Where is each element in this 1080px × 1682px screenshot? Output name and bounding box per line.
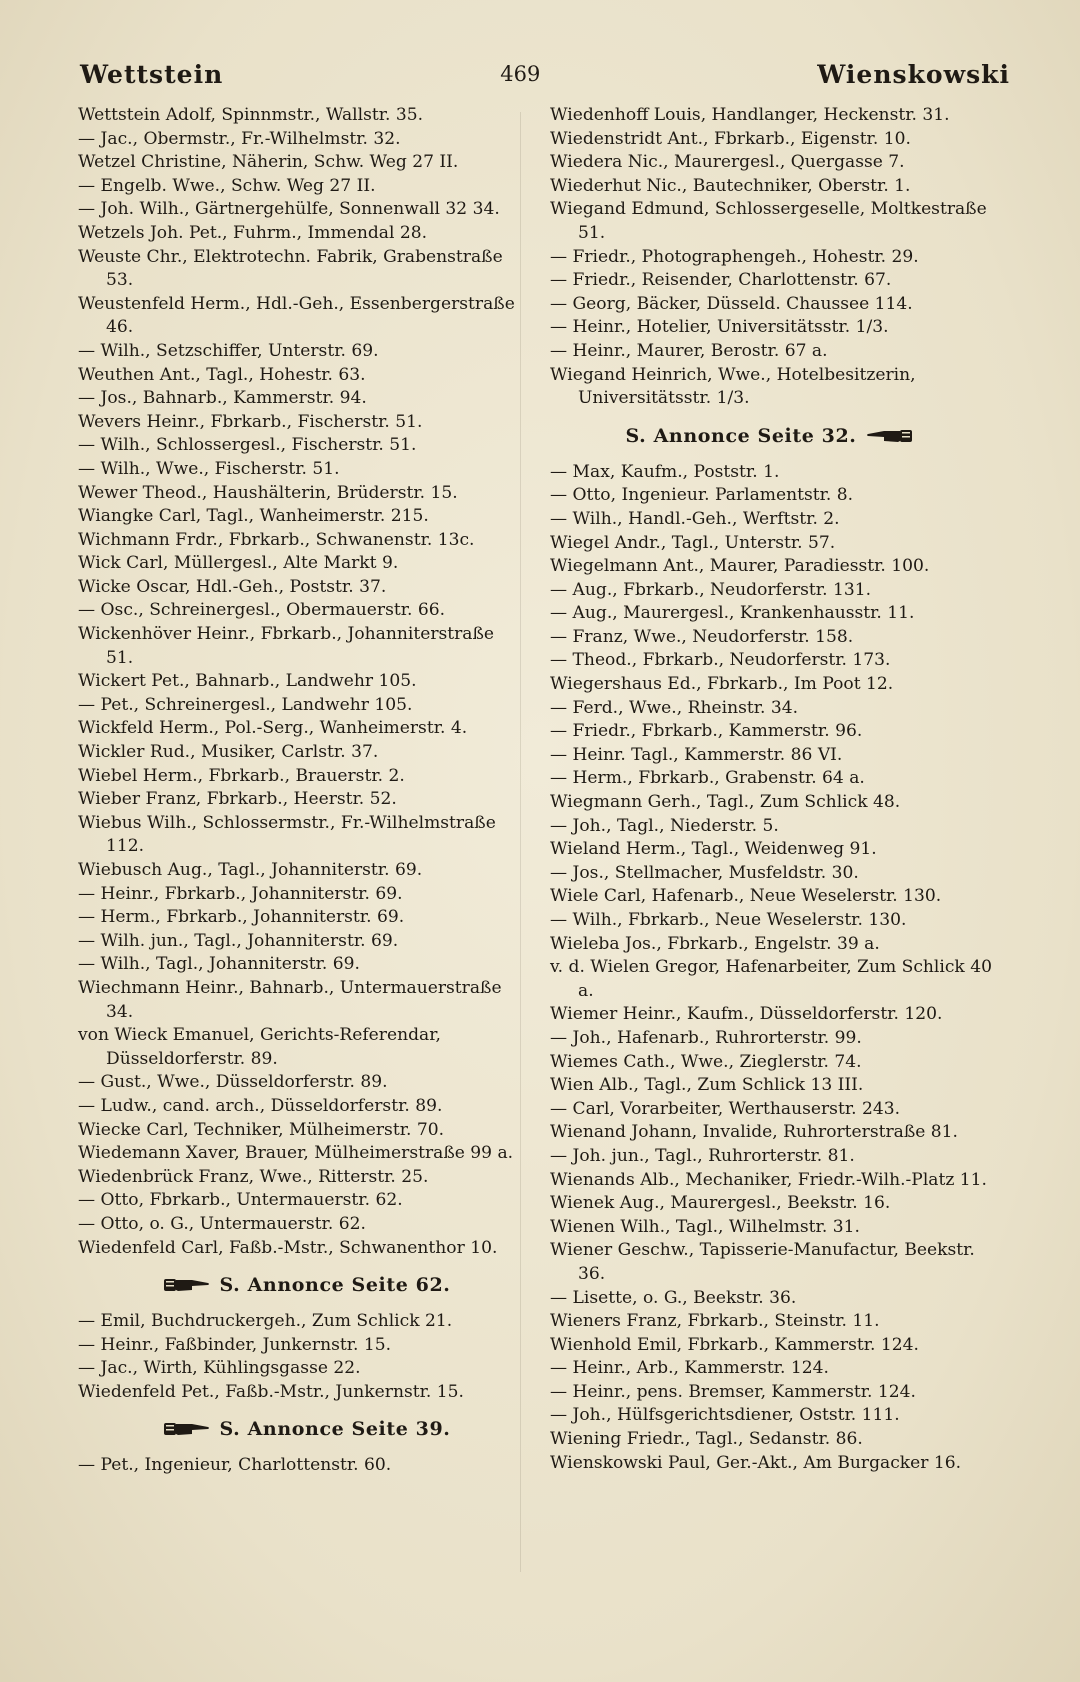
pointing-hand-icon (164, 1420, 210, 1438)
directory-entry: Wienen Wilh., Tagl., Wilhelmstr. 31. (550, 1216, 860, 1237)
directory-entry: Wieners Franz, Fbrkarb., Steinstr. 11. (550, 1311, 880, 1332)
directory-entry: — Heinr., Faßbinder, Junkernstr. 15. (78, 1334, 392, 1355)
directory-entry: Wickert Pet., Bahnarb., Landwehr 105. (78, 671, 417, 692)
directory-entry: Wiegmann Gerh., Tagl., Zum Schlick 48. (550, 792, 901, 813)
directory-entry: — Heinr., Fbrkarb., Johanniterstr. 69. (78, 883, 403, 904)
annonce-notice (78, 1410, 526, 1448)
directory-entry: — Otto, o. G., Untermauerstr. 62. (78, 1213, 366, 1234)
directory-entry: — Georg, Bäcker, Düsseld. Chaussee 114. (550, 293, 913, 314)
directory-entry: Weustenfeld Herm., Hdl.-Geh., Essenbergerstraße 46. (78, 293, 515, 338)
directory-entry: — Joh., Hülfsgerichtsdiener, Oststr. 111. (550, 1405, 900, 1426)
directory-entry: — Wilh., Setzschiffer, Unterstr. 69. (78, 340, 379, 361)
directory-entry: Wettstein Adolf, Spinnmstr., Wallstr. 35. (78, 105, 424, 125)
directory-entry: — Ludw., cand. arch., Düsseldorferstr. 89. (78, 1095, 443, 1116)
directory-entry: — Wilh., Schlossergesl., Fischerstr. 51. (78, 435, 417, 456)
directory-entry: Wichmann Frdr., Fbrkarb., Schwanenstr. 13c. (78, 529, 475, 550)
directory-entry: — Jac., Obermstr., Fr.-Wilhelmstr. 32. (78, 128, 401, 149)
directory-entry: — Wilh., Wwe., Fischerstr. 51. (78, 458, 340, 479)
directory-entry: Wiedenhoff Louis, Handlanger, Heckenstr. 31. (550, 105, 950, 125)
directory-entry: Wiedenstridt Ant., Fbrkarb., Eigenstr. 10. (550, 128, 911, 149)
directory-entry: — Aug., Fbrkarb., Neudorferstr. 131. (550, 579, 872, 600)
directory-entry: Wiegand Edmund, Schlossergeselle, Moltkestraße 51. (550, 199, 987, 243)
directory-entry: — Joh., Hafenarb., Ruhrorterstr. 99. (550, 1027, 862, 1048)
directory-entry: — Ferd., Wwe., Rheinstr. 34. (550, 697, 799, 718)
directory-entry: — Jos., Bahnarb., Kammerstr. 94. (78, 388, 367, 409)
directory-entry: — Heinr. Tagl., Kammerstr. 86 VI. (550, 744, 843, 765)
directory-entry: Wienands Alb., Mechaniker, Friedr.-Wilh.-Platz 11. (550, 1169, 987, 1190)
directory-entry: Wiangke Carl, Tagl., Wanheimerstr. 215. (78, 506, 429, 527)
directory-entry: Wiening Friedr., Tagl., Sedanstr. 86. (550, 1429, 863, 1450)
directory-entry: Wickfeld Herm., Pol.-Serg., Wanheimerstr. 4. (78, 718, 468, 739)
columns (78, 104, 998, 1584)
directory-entry: — Pet., Schreinergesl., Landwehr 105. (78, 694, 413, 715)
annonce-text: S. Annonce Seite 32. (625, 424, 857, 447)
directory-entry: Wiemes Cath., Wwe., Zieglerstr. 74. (550, 1051, 862, 1072)
directory-entry: — Engelb. Wwe., Schw. Weg 27 II. (78, 175, 376, 196)
directory-entry: Wiedenbrück Franz, Wwe., Ritterstr. 25. (78, 1166, 429, 1187)
directory-entry: — Wilh., Handl.-Geh., Werftstr. 2. (550, 508, 840, 529)
directory-entry: — Jac., Wirth, Kühlingsgasse 22. (78, 1358, 361, 1379)
directory-entry: Wetzel Christine, Näherin, Schw. Weg 27 II. (78, 152, 459, 173)
directory-entry: Wiederhut Nic., Bautechniker, Oberstr. 1. (550, 175, 911, 196)
directory-entry: Wiegershaus Ed., Fbrkarb., Im Poot 12. (550, 674, 894, 695)
annonce-notice (550, 417, 998, 455)
directory-entry: — Pet., Ingenieur, Charlottenstr. 60. (78, 1455, 392, 1476)
directory-entry: — Emil, Buchdruckergeh., Zum Schlick 21. (78, 1311, 453, 1332)
directory-entry: — Friedr., Fbrkarb., Kammerstr. 96. (550, 721, 863, 742)
annonce-text: S. Annonce Seite 39. (219, 1418, 451, 1441)
directory-entry: Wiemer Heinr., Kaufm., Düsseldorferstr. 120. (550, 1004, 943, 1025)
directory-entry: — Wilh., Tagl., Johanniterstr. 69. (78, 954, 360, 975)
directory-entry: Weuthen Ant., Tagl., Hohestr. 63. (78, 364, 366, 385)
directory-entry: Wickler Rud., Musiker, Carlstr. 37. (78, 742, 379, 763)
directory-entry: — Wilh., Fbrkarb., Neue Weselerstr. 130. (550, 910, 907, 930)
directory-entry: Wiegel Andr., Tagl., Unterstr. 57. (550, 532, 836, 553)
directory-entry: Wiebel Herm., Fbrkarb., Brauerstr. 2. (78, 765, 405, 786)
directory-entry: Weuste Chr., Elektrotechn. Fabrik, Grabenstraße 53. (78, 246, 503, 291)
directory-entry: — Osc., Schreinergesl., Obermauerstr. 66. (78, 600, 446, 621)
directory-entry: Wiedenfeld Pet., Faßb.-Mstr., Junkernstr. 15. (78, 1381, 464, 1402)
directory-entry: — Joh. jun., Tagl., Ruhrorterstr. 81. (550, 1145, 855, 1166)
directory-entry: — Herm., Fbrkarb., Johanniterstr. 69. (78, 907, 405, 928)
directory-entry: von Wieck Emanuel, Gerichts-Referendar, Düsseldorferstr. 89. (78, 1025, 441, 1069)
directory-entry: Wiedera Nic., Maurergesl., Quergasse 7. (550, 152, 905, 173)
pointing-hand-icon (164, 1276, 210, 1294)
directory-entry: Wiele Carl, Hafenarb., Neue Weselerstr. 130. (550, 886, 942, 907)
directory-entry: Wiedemann Xaver, Brauer, Mülheimerstraße 99 a. (78, 1143, 514, 1164)
directory-entry: Wicke Oscar, Hdl.-Geh., Poststr. 37. (78, 576, 387, 597)
page-header (80, 52, 1010, 96)
directory-entry: Wetzels Joh. Pet., Fuhrm., Immendal 28. (78, 222, 428, 243)
directory-entry: — Gust., Wwe., Düsseldorferstr. 89. (78, 1072, 388, 1093)
directory-entry: — Heinr., Arb., Kammerstr. 124. (550, 1358, 829, 1379)
directory-entry: Wienand Johann, Invalide, Ruhrorterstraße 81. (550, 1122, 958, 1143)
directory-entry: Wevers Heinr., Fbrkarb., Fischerstr. 51. (78, 411, 423, 432)
directory-entry: — Heinr., pens. Bremser, Kammerstr. 124. (550, 1381, 916, 1402)
directory-entry: Wieleba Jos., Fbrkarb., Engelstr. 39 a. (550, 933, 880, 954)
directory-entry: — Friedr., Photographengeh., Hohestr. 29. (550, 246, 919, 267)
directory-entry: Wiener Geschw., Tapisserie-Manufactur, Beekstr. 36. (550, 1240, 975, 1284)
directory-entry: — Otto, Fbrkarb., Untermauerstr. 62. (78, 1190, 403, 1211)
directory-entry: — Herm., Fbrkarb., Grabenstr. 64 a. (550, 768, 865, 789)
header-right-word: Wienskowski (817, 59, 1010, 89)
directory-entry: Wiegelmann Ant., Maurer, Paradiesstr. 100. (550, 556, 930, 577)
directory-entry: — Friedr., Reisender, Charlottenstr. 67. (550, 270, 892, 291)
directory-entry: — Lisette, o. G., Beekstr. 36. (550, 1287, 797, 1308)
left-column (78, 104, 526, 1584)
directory-entry: — Franz, Wwe., Neudorferstr. 158. (550, 626, 854, 647)
directory-entry: Wiedenfeld Carl, Faßb.-Mstr., Schwanenthor 10. (78, 1237, 498, 1258)
directory-entry: Wienek Aug., Maurergesl., Beekstr. 16. (550, 1193, 891, 1214)
directory-entry: — Theod., Fbrkarb., Neudorferstr. 173. (550, 650, 891, 671)
directory-entry: Wiebusch Aug., Tagl., Johanniterstr. 69. (78, 860, 423, 880)
directory-entry: — Wilh. jun., Tagl., Johanniterstr. 69. (78, 930, 399, 951)
directory-entry: Wieland Herm., Tagl., Weidenweg 91. (550, 839, 877, 860)
directory-entry: Wiegand Heinrich, Wwe., Hotelbesitzerin, Universitätsstr. 1/3. (550, 364, 916, 409)
annonce-notice (78, 1266, 526, 1304)
right-column (550, 104, 998, 1584)
directory-entry: Wiebus Wilh., Schlossermstr., Fr.-Wilhelmstraße 112. (78, 812, 496, 857)
directory-entry: Wienhold Emil, Fbrkarb., Kammerstr. 124. (550, 1334, 919, 1355)
header-left-word: Wettstein (80, 59, 224, 89)
directory-entry: — Joh., Tagl., Niederstr. 5. (550, 815, 779, 836)
directory-entry: — Heinr., Hotelier, Universitätsstr. 1/3. (550, 317, 889, 338)
directory-entry: — Joh. Wilh., Gärtnergehülfe, Sonnenwall 32 34. (78, 199, 500, 220)
directory-entry: Wienskowski Paul, Ger.-Akt., Am Burgacker 16. (550, 1452, 962, 1473)
directory-entry: Wewer Theod., Haushälterin, Brüderstr. 15. (78, 482, 458, 503)
directory-entry: Wick Carl, Müllergesl., Alte Markt 9. (78, 553, 399, 574)
directory-entry: — Jos., Stellmacher, Musfeldstr. 30. (550, 862, 859, 883)
directory-entry: — Max, Kaufm., Poststr. 1. (550, 461, 780, 482)
directory-entry: Wien Alb., Tagl., Zum Schlick 13 III. (550, 1075, 864, 1096)
directory-entry: v. d. Wielen Gregor, Hafenarbeiter, Zum Schlick 40 a. (550, 957, 992, 1001)
directory-entry: Wieber Franz, Fbrkarb., Heerstr. 52. (78, 789, 397, 810)
directory-entry: — Heinr., Maurer, Berostr. 67 a. (550, 340, 828, 361)
page-number: 469 (500, 62, 541, 86)
directory-entry: Wiecke Carl, Techniker, Mülheimerstr. 70. (78, 1119, 445, 1140)
directory-entry: — Otto, Ingenieur. Parlamentstr. 8. (550, 485, 854, 506)
pointing-hand-icon (866, 427, 912, 445)
directory-entry: — Carl, Vorarbeiter, Werthauserstr. 243. (550, 1098, 901, 1119)
directory-entry: — Aug., Maurergesl., Krankenhausstr. 11. (550, 603, 915, 624)
directory-entry: Wiechmann Heinr., Bahnarb., Untermauerstraße 34. (78, 977, 502, 1022)
annonce-text: S. Annonce Seite 62. (219, 1274, 451, 1297)
directory-entry: Wickenhöver Heinr., Fbrkarb., Johanniterstraße 51. (78, 624, 495, 668)
